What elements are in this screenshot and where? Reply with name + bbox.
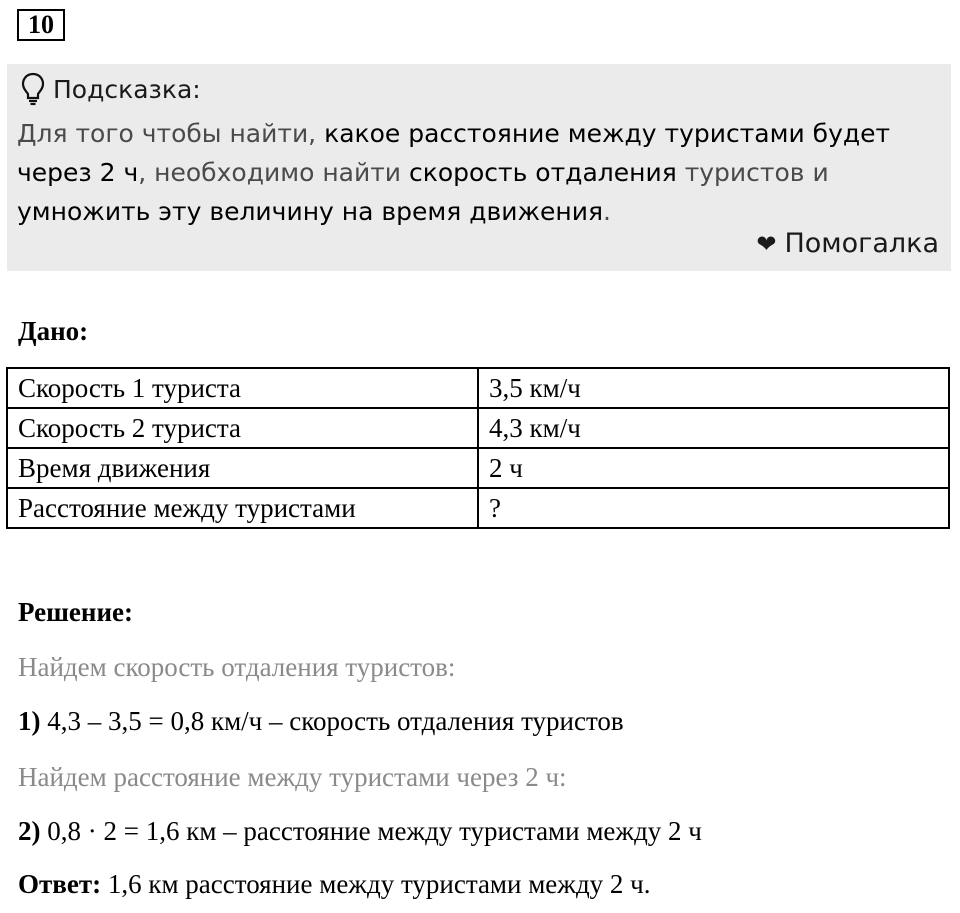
hint-credit — [756, 228, 939, 259]
given-value: 2 ч — [478, 448, 949, 488]
hint-text-emphasis: умножить эту величину на время движения — [17, 197, 604, 226]
table-row — [7, 488, 949, 528]
hint-text-emphasis: какое расстояние между туристами будет через 2 ч — [17, 119, 891, 187]
step-text: 0,8 · 2 = 1,6 км – расстояние между туристами между 2 ч — [47, 816, 702, 846]
answer-line — [18, 869, 651, 900]
answer-label: Ответ: — [18, 869, 102, 899]
given-label: Расстояние между туристами — [7, 488, 478, 528]
given-table — [6, 367, 950, 529]
heart-icon: ❤ — [756, 229, 777, 258]
hint-title-label: Подсказка: — [53, 74, 201, 104]
given-value: 3,5 км/ч — [478, 368, 949, 408]
step-number: 2) — [18, 816, 41, 846]
solution-step-1 — [18, 706, 624, 737]
table-row — [7, 408, 949, 448]
hint-credit-label: Помогалка — [784, 228, 939, 259]
answer-text: 1,6 км расстояние между туристами между 2 ч. — [107, 869, 651, 899]
solution-note-1: Найдем скорость отдаления туристов: — [18, 652, 456, 682]
hint-text-part: Для того чтобы найти, — [17, 119, 325, 148]
solution-heading: Решение: — [18, 597, 133, 627]
given-label: Скорость 1 туриста — [7, 368, 478, 408]
task-number: 10 — [17, 9, 65, 41]
hint-text-part: туристов и — [676, 158, 829, 187]
lightbulb-icon — [21, 72, 45, 106]
solution-step-2 — [18, 816, 702, 847]
hint-text — [17, 114, 937, 231]
solution-note-2: Найдем расстояние между туристами через 2 ч: — [18, 762, 567, 792]
given-label: Время движения — [7, 448, 478, 488]
hint-text-part: . — [603, 197, 611, 226]
hint-text-emphasis: скорость отдаления — [409, 158, 677, 187]
hint-text-part: , необходимо найти — [138, 158, 409, 187]
given-value: ? — [478, 488, 949, 528]
given-heading: Дано: — [18, 316, 89, 346]
hint-box — [7, 64, 951, 271]
given-label: Скорость 2 туриста — [7, 408, 478, 448]
step-number: 1) — [18, 706, 41, 736]
table-row — [7, 448, 949, 488]
given-value: 4,3 км/ч — [478, 408, 949, 448]
step-text: 4,3 – 3,5 = 0,8 км/ч – скорость отдаления туристов — [47, 706, 624, 736]
hint-title — [21, 72, 201, 106]
table-row — [7, 368, 949, 408]
